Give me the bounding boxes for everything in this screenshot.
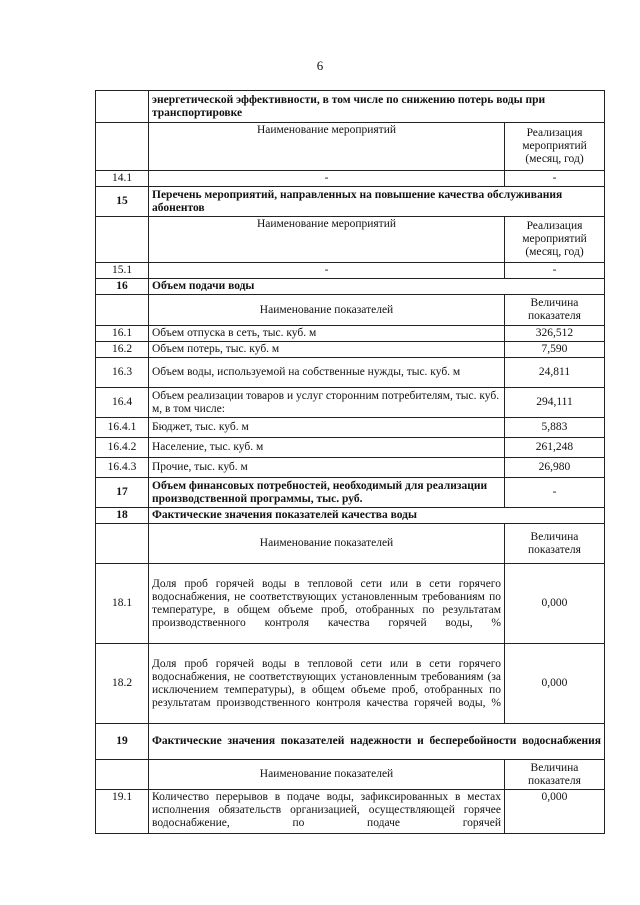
column-header-name: Наименование мероприятий bbox=[149, 217, 505, 263]
row-value: 7,590 bbox=[504, 342, 604, 358]
row-number: 16.4 bbox=[96, 388, 149, 418]
row-number: 16.4.2 bbox=[96, 438, 149, 458]
table-row bbox=[96, 644, 605, 724]
section-number: 17 bbox=[96, 478, 149, 508]
row-number: 16.4.1 bbox=[96, 418, 149, 438]
table-header-row bbox=[96, 123, 605, 171]
row-value: - bbox=[504, 478, 604, 508]
table-row bbox=[96, 438, 605, 458]
section-number: 15 bbox=[96, 187, 149, 217]
row-number: 19.1 bbox=[96, 790, 149, 834]
table-header-row bbox=[96, 524, 605, 564]
row-name: Доля проб горячей воды в тепловой сети или в сети горячего водоснабжения, не соответствующих установленным требованиям (за исключением температуры), в общем объеме проб, отобранных по результатам производственного контроля качества горячей воды, % bbox=[149, 644, 505, 724]
section-title: Фактические значения показателей качества воды bbox=[149, 508, 605, 524]
row-value: 26,980 bbox=[504, 458, 604, 478]
section-title: Фактические значения показателей надежности и бесперебойности водоснабжения bbox=[149, 724, 605, 760]
column-header-value: Величина показателя bbox=[504, 524, 604, 564]
row-value: 0,000 bbox=[504, 564, 604, 644]
table-header-row bbox=[96, 760, 605, 790]
section-title: энергетической эффективности, в том числе по снижению потерь воды при транспортировке bbox=[149, 91, 605, 123]
row-value: 5,883 bbox=[504, 418, 604, 438]
column-header-value: Величина показателя bbox=[504, 295, 604, 326]
column-header-name: Наименование показателей bbox=[149, 524, 505, 564]
table-row bbox=[96, 263, 605, 279]
table-row bbox=[96, 724, 605, 760]
row-name: - bbox=[149, 171, 505, 187]
section-number: 16 bbox=[96, 279, 149, 295]
table-row bbox=[96, 790, 605, 834]
row-number: 16.1 bbox=[96, 326, 149, 342]
indicators-table bbox=[95, 90, 605, 834]
row-value: 0,000 bbox=[504, 644, 604, 724]
row-value: 0,000 bbox=[504, 790, 604, 834]
row-number: 18.2 bbox=[96, 644, 149, 724]
section-number: 18 bbox=[96, 508, 149, 524]
table-row bbox=[96, 279, 605, 295]
column-header-value: Величина показателя bbox=[504, 760, 604, 790]
row-name: Население, тыс. куб. м bbox=[149, 438, 505, 458]
table-row bbox=[96, 171, 605, 187]
table-header-row bbox=[96, 295, 605, 326]
row-name: Объем реализации товаров и услуг сторонним потребителям, тыс. куб. м, в том числе: bbox=[149, 388, 505, 418]
table-row bbox=[96, 508, 605, 524]
table-row bbox=[96, 342, 605, 358]
section-number: 19 bbox=[96, 724, 149, 760]
table-row bbox=[96, 478, 605, 508]
table-row bbox=[96, 358, 605, 388]
row-name: Объем потерь, тыс. куб. м bbox=[149, 342, 505, 358]
row-number: 16.2 bbox=[96, 342, 149, 358]
row-value: 261,248 bbox=[504, 438, 604, 458]
column-header-value: Реализация мероприятий (месяц, год) bbox=[504, 217, 604, 263]
table-row bbox=[96, 458, 605, 478]
row-name: Прочие, тыс. куб. м bbox=[149, 458, 505, 478]
section-title: Перечень мероприятий, направленных на повышение качества обслуживания абонентов bbox=[149, 187, 605, 217]
row-name: Объем воды, используемой на собственные нужды, тыс. куб. м bbox=[149, 358, 505, 388]
row-value: 24,811 bbox=[504, 358, 604, 388]
row-number: 16.4.3 bbox=[96, 458, 149, 478]
row-name: Объем отпуска в сеть, тыс. куб. м bbox=[149, 326, 505, 342]
table-row bbox=[96, 418, 605, 438]
table-row bbox=[96, 91, 605, 123]
section-title: Объем подачи воды bbox=[149, 279, 605, 295]
table-header-row bbox=[96, 217, 605, 263]
row-value: 294,111 bbox=[504, 388, 604, 418]
table-row bbox=[96, 388, 605, 418]
table-row bbox=[96, 564, 605, 644]
section-title: Объем финансовых потребностей, необходимый для реализации производственной программы, тыс. руб. bbox=[149, 478, 505, 508]
row-number: 14.1 bbox=[96, 171, 149, 187]
row-value: 326,512 bbox=[504, 326, 604, 342]
row-name: Количество перерывов в подаче воды, зафиксированных в местах исполнения обязательств организацией, осуществляющей горячее водоснабжение, по подаче горячей bbox=[149, 790, 505, 834]
row-value: - bbox=[504, 171, 604, 187]
row-name: Доля проб горячей воды в тепловой сети или в сети горячего водоснабжения, не соответствующих установленным требованиям по температуре, в общем объеме проб, отобранных по результатам производственного контроля качества горячей воды, % bbox=[149, 564, 505, 644]
column-header-name: Наименование показателей bbox=[149, 760, 505, 790]
page-number: 6 bbox=[316, 58, 324, 73]
row-value: - bbox=[504, 263, 604, 279]
table-row bbox=[96, 326, 605, 342]
row-number: 16.3 bbox=[96, 358, 149, 388]
row-name: - bbox=[149, 263, 505, 279]
row-name: Бюджет, тыс. куб. м bbox=[149, 418, 505, 438]
table-row bbox=[96, 187, 605, 217]
row-number: 18.1 bbox=[96, 564, 149, 644]
row-number: 15.1 bbox=[96, 263, 149, 279]
column-header-name: Наименование показателей bbox=[149, 295, 505, 326]
column-header-name: Наименование мероприятий bbox=[149, 123, 505, 171]
column-header-value: Реализация мероприятий (месяц, год) bbox=[504, 123, 604, 171]
